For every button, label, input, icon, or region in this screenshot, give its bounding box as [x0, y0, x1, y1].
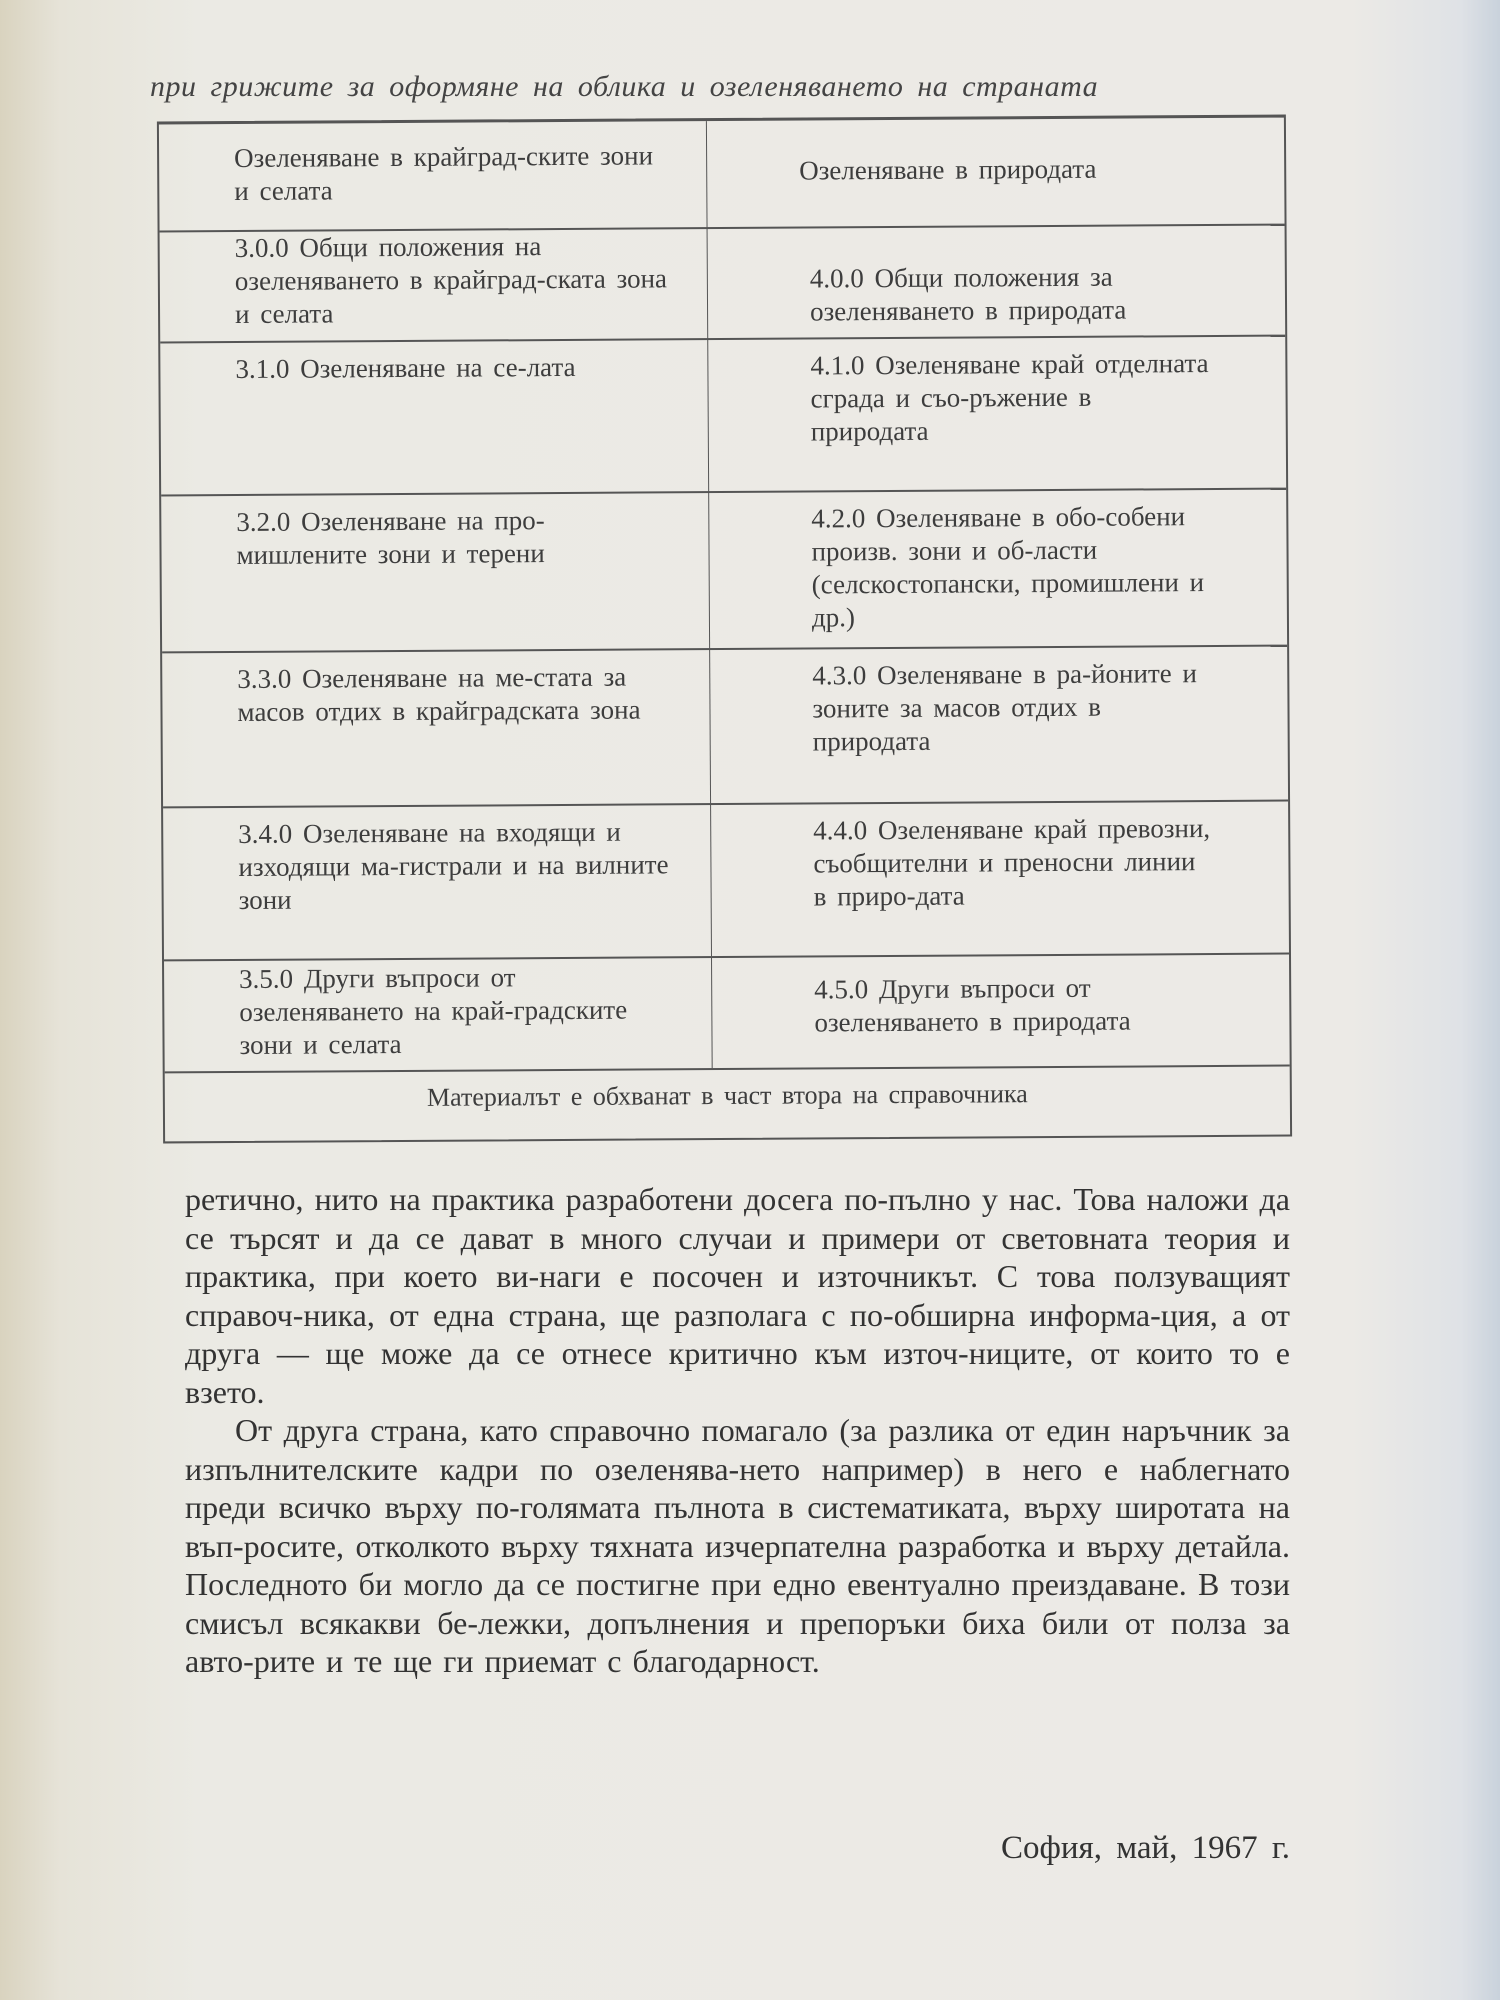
paragraph: ретично, нито на практика разработени досега по-пълно у нас. Това наложи да се търсят и да се дават в много случаи и примери от световната теория и практика, при което ви-наги е посочен и източникът. С това ползуващият справоч-ника, от една страна, ще разполага с по-обширна информа-ция, а от друга — ще може да се отнесе критично към източ-ниците, от които то е взето. — [185, 1181, 1290, 1410]
signature-place-date: София, май, 1967 г. — [1000, 1830, 1290, 1866]
table-row — [163, 800, 1289, 962]
table-row — [164, 953, 1290, 1074]
header-right: Озеленяване в природата — [799, 153, 1097, 186]
table-row — [161, 488, 1287, 654]
contents-table — [157, 115, 1292, 1144]
cell-right: 4.0.0 Общи положения за озеленяването в природата — [809, 261, 1127, 327]
cell-left: 3.1.0 Озеленяване на се-лата — [160, 338, 709, 494]
cell-left: 3.0.0 Общи положения на озеленяването в крайград-ската зона и селата — [160, 227, 709, 341]
cell-right: 4.4.0 Озеленяване край превозни, съобщителни и преносни линии в приро-дата — [813, 813, 1211, 912]
cell-left: 3.2.0 Озеленяване на про-мишлените зони и терени — [161, 491, 710, 651]
cell-left: 3.3.0 Озеленяване на ме-стата за масов отдих в крайградската зона — [162, 648, 711, 806]
header-left: Озеленяване в крайград-ските зони и селата — [159, 121, 708, 230]
cell-right: 4.3.0 Озеленяване в ра-йоните и зоните за масов отдих в природата — [812, 658, 1197, 757]
table-row — [162, 645, 1288, 809]
running-header: при грижите за оформяне на облика и озеленяването на страната — [150, 70, 1099, 103]
cell-left: 3.5.0 Други въпроси от озеленяването на край-градските зони и селата — [164, 956, 713, 1071]
cell-right: 4.1.0 Озеленяване край отделната сграда и съо-ръжение в природата — [810, 348, 1209, 447]
cell-left: 3.4.0 Озеленяване на входящи и изходящи ма-гистрали и на вилните зони — [163, 803, 712, 959]
table-header-row — [159, 118, 1285, 233]
cell-right: 4.5.0 Други въпроси от озеленяването в природата — [814, 972, 1131, 1038]
body-text — [185, 1180, 1290, 1681]
table-row — [160, 224, 1286, 344]
cell-right: 4.2.0 Озеленяване в обо-собени произв. зони и об-ласти (селскостопански, промишлени и др.) — [811, 501, 1205, 633]
paragraph: От друга страна, като справочно помагало (за разлика от един наръчник за изпълнителските кадри по озеленява-нето например) в него е наблегнато преди всичко върху по-голямата пълнота в систематиката, върху широтата на въп-росите, отколкото върху тяхната изчерпателна разработка и върху детайла. Последното би могло да се постигне при едно евентуално преиздаване. В този смисъл всякакви бе-лежки, допълнения и препоръки биха били от полза за авто-рите и те ще ги приемат с благодарност. — [185, 1412, 1290, 1679]
table-row — [160, 335, 1286, 497]
table-footer: Материалът е обхванат в част втора на справочника — [426, 1079, 1028, 1112]
